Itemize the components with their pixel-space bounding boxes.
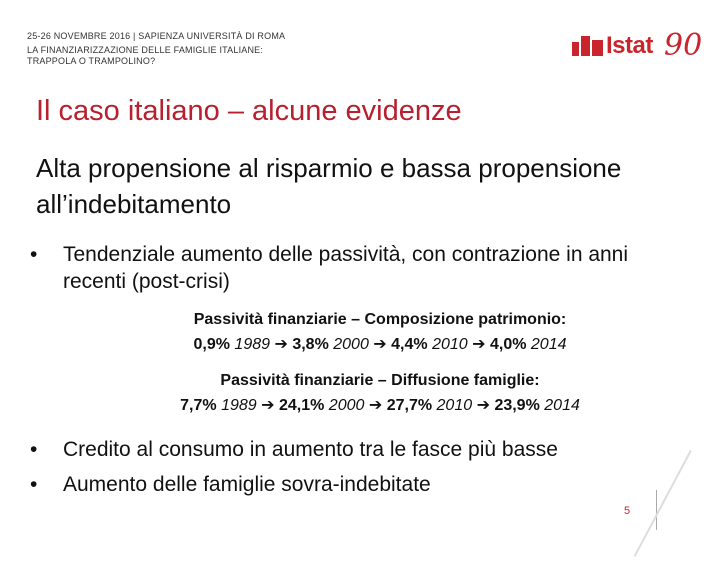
arrow-right-icon: ➔ <box>368 395 383 414</box>
header-topic-line: LA FINANZIARIZZAZIONE DELLE FAMIGLIE ITALIANE: <box>27 45 264 55</box>
istat-logo-word: Istat <box>606 32 653 59</box>
bullet-item <box>30 241 670 295</box>
stat-block-composition <box>110 308 650 357</box>
stat-year: 2014 <box>544 397 580 414</box>
arrow-right-icon: ➔ <box>472 334 486 353</box>
header-topic-subline: TRAPPOLA O TRAMPOLINO? <box>27 56 156 66</box>
istat-logo-90-mark: 90 <box>664 28 703 63</box>
bullet-item <box>30 436 670 463</box>
stat-value: 27,7% <box>386 397 433 414</box>
arrow-right-icon: ➔ <box>274 334 288 353</box>
stat-year: 2014 <box>530 336 567 353</box>
stat-values-row <box>110 332 650 357</box>
stat-value: 23,9% <box>494 397 540 414</box>
stat-value: 4,0% <box>489 336 527 353</box>
stat-label: Passività finanziarie – Diffusione famiglie: <box>220 372 540 389</box>
bullet-text: Tendenziale aumento delle passività, con contrazione in anni recenti (post-crisi) <box>63 243 629 293</box>
istat-logo-bars-icon <box>572 36 605 56</box>
bullet-dot: • <box>30 438 38 461</box>
stat-year: 1989 <box>234 336 271 353</box>
slide-subtitle: Alta propensione al risparmio e bassa propensione all’indebitamento <box>36 153 622 219</box>
stat-year: 2010 <box>436 397 473 414</box>
header-event-line: 25-26 NOVEMBRE 2016 | SAPIENZA UNIVERSITÀ DI ROMA <box>27 31 286 41</box>
bullet-dot: • <box>30 243 38 266</box>
stat-value: 24,1% <box>278 397 325 414</box>
stat-block-diffusion <box>110 369 650 418</box>
stat-value: 3,8% <box>292 336 329 353</box>
arrow-right-icon: ➔ <box>476 395 490 414</box>
bullet-item <box>30 471 670 498</box>
stat-value: 4,4% <box>391 336 428 353</box>
bullet-text: Aumento delle famiglie sovra-indebitate <box>63 473 431 496</box>
page-number: 5 <box>624 505 631 517</box>
stat-value: 7,7% <box>180 397 217 414</box>
bullet-dot: • <box>30 473 38 496</box>
arrow-right-icon: ➔ <box>261 395 275 414</box>
stat-year: 2010 <box>432 336 468 353</box>
stat-values-row <box>110 393 650 418</box>
slide-title: Il caso italiano – alcune evidenze <box>36 95 462 127</box>
stat-year: 2000 <box>333 336 369 353</box>
stat-year: 1989 <box>221 397 257 414</box>
stat-label: Passività finanziarie – Composizione patrimonio: <box>193 311 567 328</box>
istat-logo <box>572 28 703 72</box>
bullet-text: Credito al consumo in aumento tra le fasce più basse <box>63 438 558 461</box>
arrow-right-icon: ➔ <box>373 334 387 353</box>
stat-value: 0,9% <box>193 336 230 353</box>
stat-year: 2000 <box>328 397 365 414</box>
